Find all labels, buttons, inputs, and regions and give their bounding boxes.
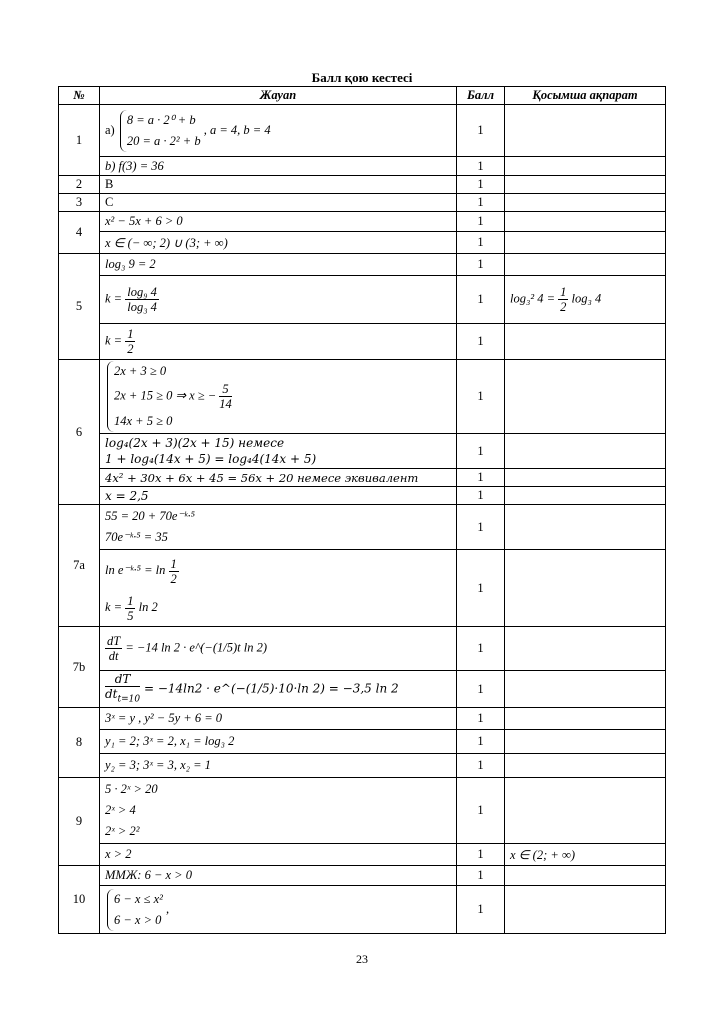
table-row xyxy=(59,505,666,550)
answer-cell xyxy=(100,505,457,550)
info-cell xyxy=(505,176,666,194)
answer-text: 2x + 15 ≥ 0 ⇒ x ≥ − xyxy=(114,388,217,403)
fraction-denominator: 5 xyxy=(127,608,134,623)
score-cell: 1 xyxy=(457,671,505,708)
score-cell: 1 xyxy=(457,550,505,627)
info-cell xyxy=(505,212,666,232)
info-cell xyxy=(505,627,666,671)
score-cell: 1 xyxy=(457,730,505,754)
score-cell: 1 xyxy=(457,778,505,844)
table-row xyxy=(59,708,666,730)
score-cell: 1 xyxy=(457,469,505,487)
fraction xyxy=(125,594,135,623)
score-cell: 1 xyxy=(457,254,505,276)
equation-rhs: ln 2 xyxy=(138,600,158,614)
table-row xyxy=(59,469,666,487)
answer-text: , xyxy=(166,901,170,916)
answer-cell xyxy=(100,671,457,708)
header-score: Балл xyxy=(457,87,505,105)
info-cell xyxy=(505,886,666,934)
answer-cell: ММЖ: 6 − x > 0 xyxy=(100,866,457,886)
answer-line: 70e⁻ᵏ·⁵ = 35 xyxy=(105,530,168,544)
info-cell xyxy=(505,157,666,176)
answer-line: 2ˣ > 4 xyxy=(105,803,136,818)
table-title: Балл қою кестесі xyxy=(311,70,413,85)
table-row xyxy=(59,730,666,754)
fraction-numerator: log₉ 4 xyxy=(127,285,157,299)
answer-cell xyxy=(100,105,457,157)
answer-line: 5 · 2ˣ > 20 xyxy=(105,782,158,797)
answer-cell xyxy=(100,324,457,360)
answer-cell xyxy=(100,360,457,434)
answer-cell: 3ˣ = y , y² − 5y + 6 = 0 xyxy=(100,708,457,730)
table-row xyxy=(59,276,666,324)
table-row xyxy=(59,886,666,934)
table-row xyxy=(59,324,666,360)
score-cell: 1 xyxy=(457,505,505,550)
equation-rhs: = −14ln2 · e^(−(1/5)·10·ln 2) = −3,5 ln 2 xyxy=(143,681,399,696)
header-answer: Жауап xyxy=(100,87,457,105)
score-cell: 1 xyxy=(457,487,505,505)
answer-cell xyxy=(100,276,457,324)
answer-line: 2ˣ > 2² xyxy=(105,824,140,839)
answer-cell: log₃ 9 = 2 xyxy=(100,254,457,276)
answer-cell: y₂ = 3; 3ˣ = 3, x₂ = 1 xyxy=(100,754,457,778)
fraction-numerator: 1 xyxy=(127,593,134,608)
info-cell: x ∈ (2; + ∞) xyxy=(505,844,666,866)
table-row xyxy=(59,360,666,434)
answer-line: 2x + 3 ≥ 0 xyxy=(114,364,167,378)
header-num: № xyxy=(59,87,100,105)
header-row xyxy=(59,87,666,105)
answer-line: 6 − x > 0 xyxy=(114,912,162,927)
row-number: 10 xyxy=(59,866,100,934)
fraction-numerator: dT xyxy=(105,672,140,687)
score-cell: 1 xyxy=(457,886,505,934)
answer-cell xyxy=(100,550,457,627)
score-cell: 1 xyxy=(457,754,505,778)
table-row xyxy=(59,194,666,212)
info-cell xyxy=(505,866,666,886)
score-cell: 1 xyxy=(457,212,505,232)
table-row xyxy=(59,487,666,505)
fraction-denominator: log₃ 4 xyxy=(127,300,157,314)
answer-cell: x² − 5x + 6 > 0 xyxy=(100,212,457,232)
info-cell xyxy=(505,254,666,276)
answer-cell xyxy=(100,434,457,469)
info-cell xyxy=(505,469,666,487)
header-info: Қосымша ақпарат xyxy=(505,87,666,105)
row-number: 9 xyxy=(59,778,100,866)
equation-lhs: k = xyxy=(105,600,123,614)
fraction xyxy=(105,672,140,706)
table-row xyxy=(59,176,666,194)
table-row xyxy=(59,866,666,886)
answer-line xyxy=(114,382,232,411)
fraction xyxy=(558,285,568,314)
fraction-denominator: dt xyxy=(108,649,119,663)
score-cell: 1 xyxy=(457,434,505,469)
table-row xyxy=(59,232,666,254)
row-number: 3 xyxy=(59,194,100,212)
table-row xyxy=(59,844,666,866)
fraction-numerator: dT xyxy=(107,634,121,648)
score-cell: 1 xyxy=(457,176,505,194)
fraction-denominator: 14 xyxy=(219,397,232,411)
info-cell xyxy=(505,194,666,212)
info-cell xyxy=(505,487,666,505)
answer-cell: 4x² + 30x + 6x + 45 = 56x + 20 немесе эквивалент xyxy=(100,469,457,487)
answer-line: 1 + log₄(14x + 5) = log₄4(14x + 5) xyxy=(105,452,317,466)
table-row xyxy=(59,157,666,176)
table-row xyxy=(59,550,666,627)
fraction-denominator: 2 xyxy=(127,342,134,356)
row-number: 8 xyxy=(59,708,100,778)
answer-cell: x ∈ (− ∞; 2) ∪ (3; + ∞) xyxy=(100,232,457,254)
score-cell: 1 xyxy=(457,157,505,176)
fraction-numerator: 1 xyxy=(170,556,177,571)
equation-lhs: k = xyxy=(105,291,123,306)
score-cell: 1 xyxy=(457,844,505,866)
info-cell xyxy=(505,360,666,434)
answer-line xyxy=(105,551,451,589)
answer-cell: B xyxy=(100,176,457,194)
info-rhs: log₃ 4 xyxy=(571,291,602,306)
fraction xyxy=(125,285,159,314)
score-cell: 1 xyxy=(457,276,505,324)
info-cell xyxy=(505,324,666,360)
answer-cell: b) f(3) = 36 xyxy=(100,157,457,176)
info-cell xyxy=(505,550,666,627)
score-cell: 1 xyxy=(457,627,505,671)
answer-line: , a = 4, b = 4 xyxy=(203,122,271,137)
info-cell xyxy=(505,434,666,469)
answer-label: а) xyxy=(105,122,115,137)
info-cell xyxy=(505,730,666,754)
inequality-system xyxy=(107,889,163,931)
row-number: 1 xyxy=(59,105,100,176)
answer-line: 55 = 20 + 70e⁻ᵏ·⁵ xyxy=(105,509,196,523)
equation-lhs: ln e⁻ᵏ·⁵ = ln xyxy=(105,563,166,577)
row-number: 6 xyxy=(59,360,100,505)
info-lhs: log₃² 4 = xyxy=(510,291,556,306)
answer-line: 6 − x ≤ x² xyxy=(114,891,163,906)
inequality-system xyxy=(107,361,232,432)
fraction xyxy=(125,327,135,356)
table-row xyxy=(59,212,666,232)
fraction xyxy=(219,382,232,411)
fraction-numerator: 5 xyxy=(219,382,232,397)
info-cell xyxy=(505,276,666,324)
score-cell: 1 xyxy=(457,866,505,886)
info-cell xyxy=(505,505,666,550)
fraction-denominator: 2 xyxy=(170,571,177,586)
fraction-numerator: 1 xyxy=(560,285,567,299)
answer-line: 20 = a · 2² + b xyxy=(126,133,201,148)
score-cell: 1 xyxy=(457,194,505,212)
table-row xyxy=(59,434,666,469)
answer-line: log₄(2x + 3)(2x + 15) немесе xyxy=(105,436,285,450)
score-cell: 1 xyxy=(457,324,505,360)
equation-system xyxy=(120,110,201,152)
answer-cell: y₁ = 2; 3ˣ = 2, x₁ = log₃ 2 xyxy=(100,730,457,754)
equation-rhs: = −14 ln 2 · e^(−(1/5)t ln 2) xyxy=(125,640,267,655)
answer-line: 8 = a · 2⁰ + b xyxy=(126,112,196,127)
answer-cell xyxy=(100,778,457,844)
info-cell xyxy=(505,232,666,254)
score-cell: 1 xyxy=(457,708,505,730)
fraction-denominator: 2 xyxy=(560,300,567,314)
page-number: 23 xyxy=(356,952,368,966)
answer-line: 14x + 5 ≥ 0 xyxy=(114,414,173,428)
info-cell xyxy=(505,105,666,157)
answer-cell xyxy=(100,627,457,671)
row-number: 7b xyxy=(59,627,100,708)
row-number: 7a xyxy=(59,505,100,627)
info-cell xyxy=(505,778,666,844)
fraction-denominator-text: dt xyxy=(105,687,118,701)
answer-cell: C xyxy=(100,194,457,212)
table-row xyxy=(59,778,666,844)
info-cell xyxy=(505,671,666,708)
table-row xyxy=(59,254,666,276)
fraction xyxy=(169,557,179,586)
answer-line xyxy=(105,589,451,625)
score-cell: 1 xyxy=(457,105,505,157)
answer-cell: x = 2,5 xyxy=(100,487,457,505)
score-cell: 1 xyxy=(457,232,505,254)
row-number: 5 xyxy=(59,254,100,360)
scoring-table xyxy=(58,86,666,934)
subscript: t=10 xyxy=(117,694,141,705)
answer-cell xyxy=(100,886,457,934)
score-cell: 1 xyxy=(457,360,505,434)
info-cell xyxy=(505,708,666,730)
fraction-denominator xyxy=(105,687,140,706)
row-number: 4 xyxy=(59,212,100,254)
table-row xyxy=(59,671,666,708)
table-row xyxy=(59,754,666,778)
equation-lhs: k = xyxy=(105,333,123,348)
answer-cell: x > 2 xyxy=(100,844,457,866)
table-row xyxy=(59,627,666,671)
table-row xyxy=(59,105,666,157)
fraction-numerator: 1 xyxy=(127,327,134,341)
row-number: 2 xyxy=(59,176,100,194)
fraction xyxy=(105,634,122,663)
info-cell xyxy=(505,754,666,778)
